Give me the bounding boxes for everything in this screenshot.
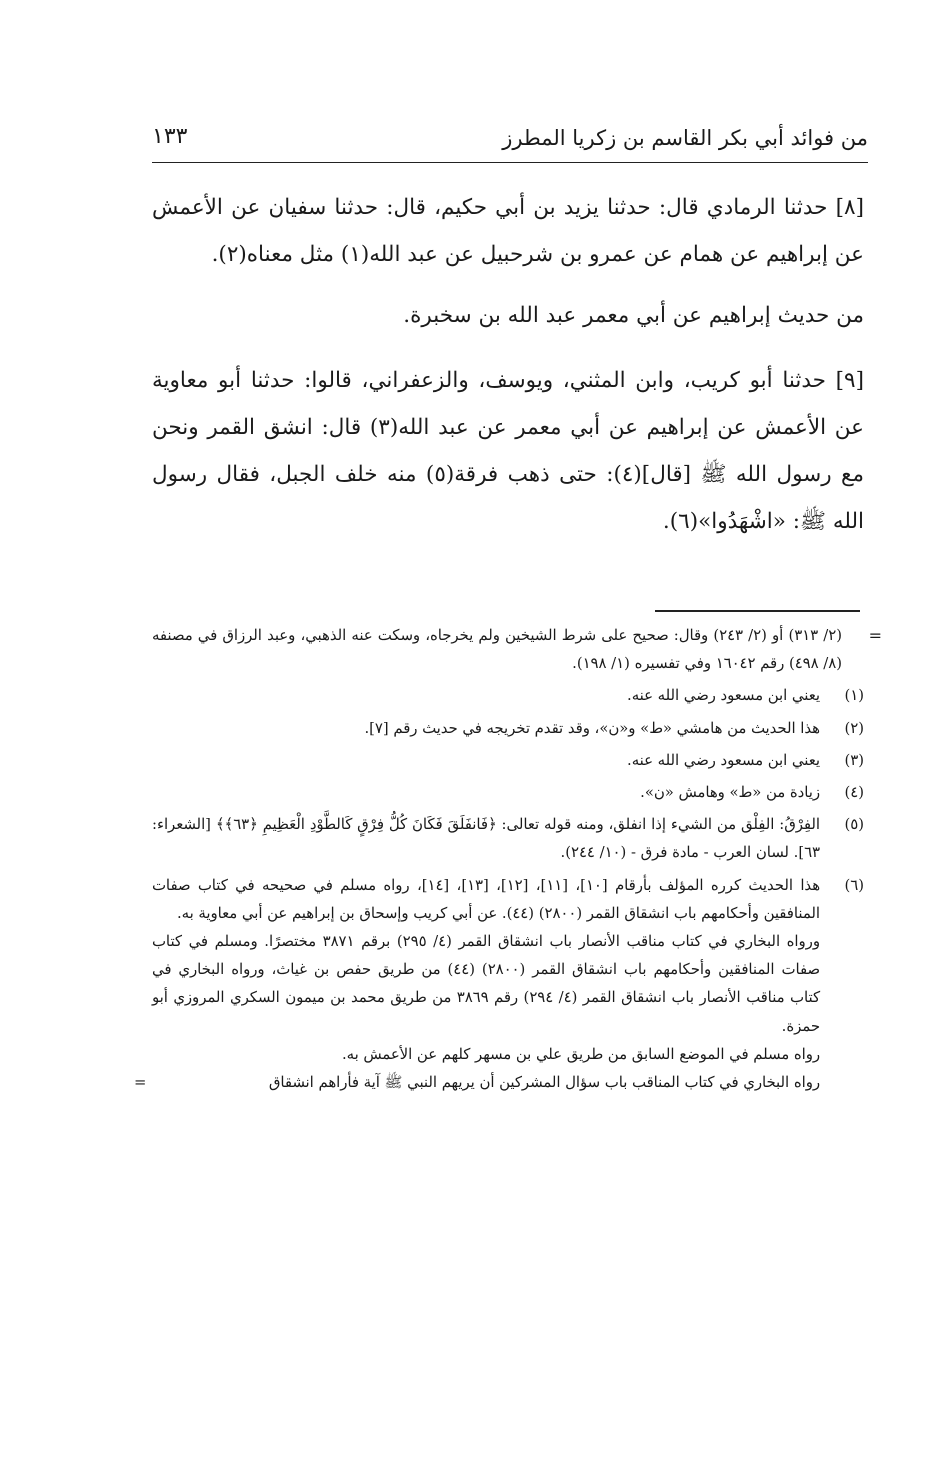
footnote-last-line bbox=[134, 1069, 864, 1097]
footnote-4 bbox=[152, 779, 864, 807]
footnote-number: (٤) bbox=[844, 784, 864, 802]
footnote-number: (٣) bbox=[844, 751, 864, 769]
hadith-9: [٩] حدثنا أبو كريب، وابن المثني، ويوسف، والزعفراني، قالوا: حدثنا أبو معاوية عن الأعمش عن إبراهيم عن أبي معمر عن عبد الله(٣) قال: انشق القمر ونحن مع رسول الله ﷺ [قال](٤): حتى ذهب فرقة(٥) منه خلف الجبل، فقال رسول الله ﷺ: «اشْهَدُوا»(٦). bbox=[152, 368, 865, 534]
continuation-mark: = bbox=[868, 626, 882, 645]
continues-next-page-mark: = bbox=[134, 1074, 147, 1092]
page-header bbox=[152, 122, 868, 158]
footnote-3 bbox=[152, 747, 864, 775]
footnote-number: (٦) bbox=[844, 876, 864, 894]
continuation-text: (٢/ ٣١٣) أو (٢/ ٢٤٣) وقال: صحيح على شرط الشيخين ولم يخرجاه، وسكت عنه الذهبي، وعبد الرزاق في مصنفه (٨/ ٤٩٨) رقم ١٦٠٤٢ وفي تفسيره (١/ ١٩٨). bbox=[152, 627, 842, 673]
footnote-text: هذا الحديث من هامشي «ط» و«ن»، وقد تقدم تخريجه في حديث رقم [٧]. bbox=[364, 719, 820, 737]
footnote-2 bbox=[152, 715, 864, 743]
hadith-8: [٨] حدثنا الرمادي قال: حدثنا يزيد بن أبي حكيم، قال: حدثنا سفيان عن الأعمش عن إبراهيم عن همام عن عمرو بن شرحبيل عن عبد الله(١) مثل معناه(٢). bbox=[152, 195, 864, 267]
footnote-number: (١) bbox=[844, 687, 864, 705]
footnote-text: يعني ابن مسعود رضي الله عنه. bbox=[627, 751, 820, 769]
footnote-6-more: رواه مسلم في الموضع السابق من طريق علي بن مسهر كلهم عن الأعمش به. bbox=[341, 1045, 820, 1063]
main-text bbox=[152, 184, 864, 559]
running-title: من فوائد أبي بكر القاسم بن زكريا المطرز bbox=[502, 126, 868, 150]
footnote-6-more: ورواه البخاري في كتاب مناقب الأنصار باب انشقاق القمر (٤/ ٢٩٥) برقم ٣٨٧١ مختصرًا. ومسلم في كتاب صفات المنافقين وأحكامهم باب انشقاق القمر (٢٨٠٠) (٤٤) من طريق حفص بن غياث، ورواه البخاري في كتاب مناقب الأنصار باب انشقاق القمر (٤/ ٢٩٤) رقم ٣٨٦٩ من طريق محمد بن ميمون السكري المروزي أبو حمزة. bbox=[152, 933, 820, 1035]
footnote-6 bbox=[152, 872, 864, 928]
footnote-number: (٥) bbox=[844, 816, 864, 834]
footnote-text: الفِرْقُ: الفِلْق من الشيء إذا انفلق، ومنه قوله تعالى: ﴿فَانفَلَقَ فَكَانَ كُلُّ فِرْقٍ كَالطَّوْدِ الْعَظِيمِ ﴿٦٣﴾﴾ [الشعراء: ٦٣]. لسان العرب - مادة فرق - (١٠/ ٢٤٤). bbox=[152, 816, 821, 862]
footnote-1 bbox=[152, 682, 864, 710]
footnote-continuation bbox=[152, 622, 882, 678]
header-rule bbox=[152, 162, 868, 163]
footnote-text: يعني ابن مسعود رضي الله عنه. bbox=[627, 687, 820, 705]
last-line-text: رواه البخاري في كتاب المناقب باب سؤال المشركين أن يريهم النبي ﷺ آية فأراهم انشقاق bbox=[268, 1074, 820, 1092]
footnote-5 bbox=[152, 811, 864, 867]
section-heading: من حديث إبراهيم عن أبي معمر عبد الله بن سخبرة. bbox=[403, 303, 864, 328]
footnote-number: (٢) bbox=[844, 719, 864, 737]
page-number: ١٣٣ bbox=[152, 124, 188, 149]
footnote-text: هذا الحديث كرره المؤلف بأرقام [١٠]، [١١]، [١٢]، [١٣]، [١٤]، رواه مسلم في صحيحه في كتاب صفات المنافقين وأحكامهم باب انشقاق القمر (٢٨٠٠) (٤٤). عن أبي كريب وإسحاق بن إبراهيم عن أبي معاوية به. bbox=[152, 876, 821, 922]
footnote-rule bbox=[655, 610, 860, 612]
footnote-text: زيادة من «ط» وهامش «ن». bbox=[640, 784, 820, 802]
footnotes bbox=[134, 622, 882, 1097]
